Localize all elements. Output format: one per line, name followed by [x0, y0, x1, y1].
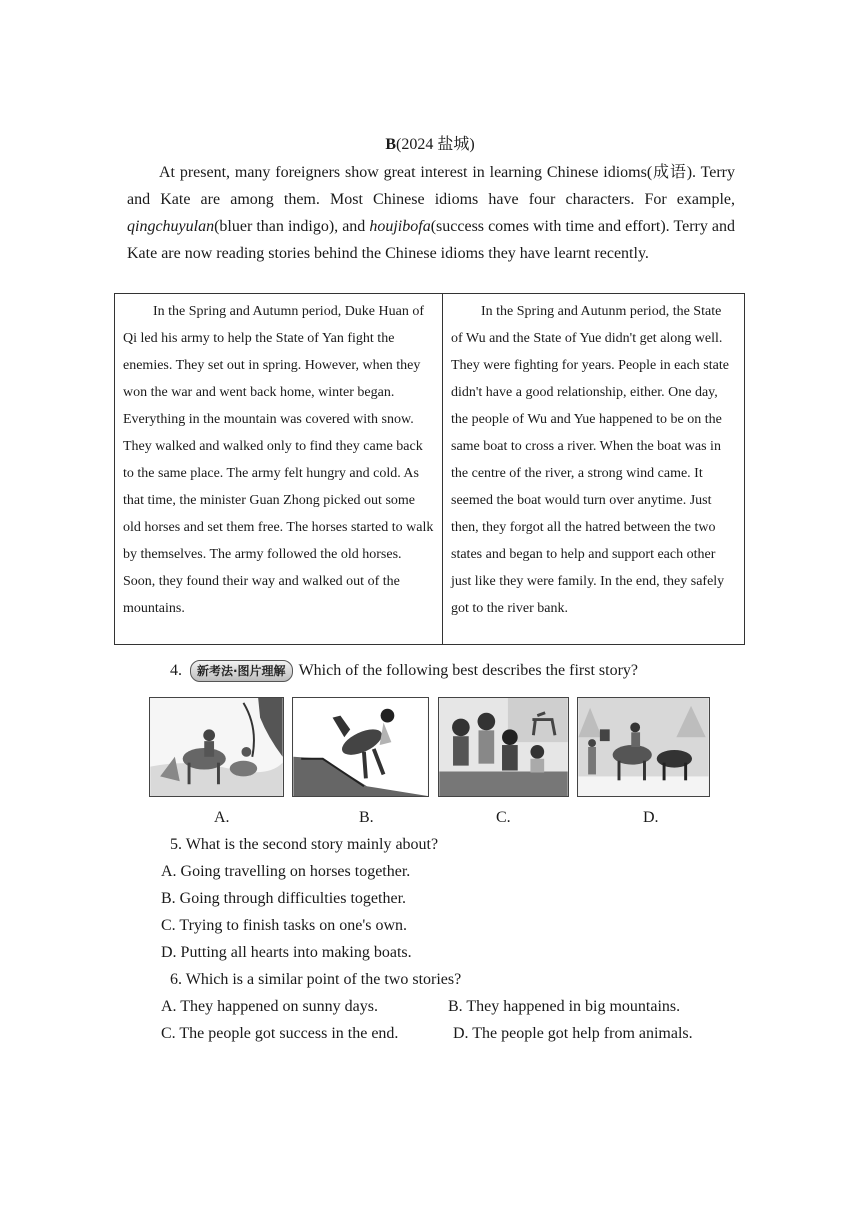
- picture-d-illustration: [578, 698, 709, 796]
- picture-b-horse-cliff[interactable]: [292, 697, 429, 797]
- section-heading: [0, 134, 860, 156]
- section-source: (2024 盐城): [396, 136, 475, 153]
- question-4-number: 4.: [170, 662, 182, 679]
- question-6-option-c[interactable]: C. The people got success in the end.: [161, 1025, 399, 1042]
- picture-a-army-horses[interactable]: [149, 697, 284, 797]
- picture-c-boat-people[interactable]: [438, 697, 569, 797]
- question-6-option-b[interactable]: B. They happened in big mountains.: [448, 998, 681, 1015]
- picture-option-d-label: D.: [643, 809, 659, 826]
- idiom-qingchuyulan: qingchuyulan: [127, 218, 215, 235]
- question-6-option-d[interactable]: D. The people got help from animals.: [453, 1025, 693, 1042]
- question-4: [170, 658, 638, 684]
- question-5-option-b[interactable]: B. Going through difficulties together.: [161, 890, 407, 907]
- intro-part-3: (success comes with time and effort). Terry and Kate are now reading stories behind the Chinese idioms they have learnt recently.: [127, 218, 735, 262]
- question-type-badge: 新考法·图片理解: [190, 660, 293, 682]
- picture-option-a-label: A.: [214, 809, 230, 826]
- story-second: In the Spring and Autunm period, the State of Wu and the State of Yue didn't get along well. They were fighting for years. People in each state didn't have a good relationship, either. One day, the people of Wu and Yue happened to be on the same boat to cross a river. When the boat was in the centre of the river, a strong wind came. It seemed the boat would turn over anytime. Just then, they forgot all the hatred between the two states and began to help and support each other just like they were family. In the end, they safely got to the river bank.: [451, 304, 729, 616]
- question-6-text: 6. Which is a similar point of the two stories?: [170, 971, 462, 988]
- picture-a-illustration: [150, 698, 283, 796]
- question-5-text: 5. What is the second story mainly about?: [170, 836, 439, 853]
- picture-b-illustration: [293, 698, 428, 796]
- question-5-option-c[interactable]: C. Trying to finish tasks on one's own.: [161, 917, 408, 934]
- picture-d-horses-snow[interactable]: [577, 697, 710, 797]
- picture-option-b-label: B.: [359, 809, 374, 826]
- intro-part-2: (bluer than indigo), and: [214, 218, 370, 235]
- question-6-option-a[interactable]: A. They happened on sunny days.: [161, 998, 378, 1015]
- section-letter: B: [385, 136, 396, 153]
- question-5-option-d[interactable]: D. Putting all hearts into making boats.: [161, 944, 412, 961]
- question-5-option-a[interactable]: A. Going travelling on horses together.: [161, 863, 411, 880]
- question-4-text: Which of the following best describes the first story?: [298, 662, 639, 679]
- picture-c-illustration: [439, 698, 568, 796]
- idiom-houjibofa: houjibofa: [369, 218, 431, 235]
- story-first: In the Spring and Autumn period, Duke Huan of Qi led his army to help the State of Yan fight the enemies. They set out in spring. However, when they won the war and went back home, winter began. Everything in the mountain was covered with snow. They walked and walked only to find they came back to the same place. The army felt hungry and cold. As that time, the minister Guan Zhong picked out some old horses and set them free. The horses started to walk by themselves. The army followed the old horses. Soon, they found their way and walked out of the mountains.: [115, 294, 443, 644]
- stories-table: [114, 293, 745, 645]
- picture-option-c-label: C.: [496, 809, 511, 826]
- intro-paragraph: [127, 159, 735, 267]
- intro-part-1: At present, many foreigners show great interest in learning Chinese idioms(成语). Terry and Kate are among them. Most Chinese idioms have four characters. For example,: [127, 164, 735, 208]
